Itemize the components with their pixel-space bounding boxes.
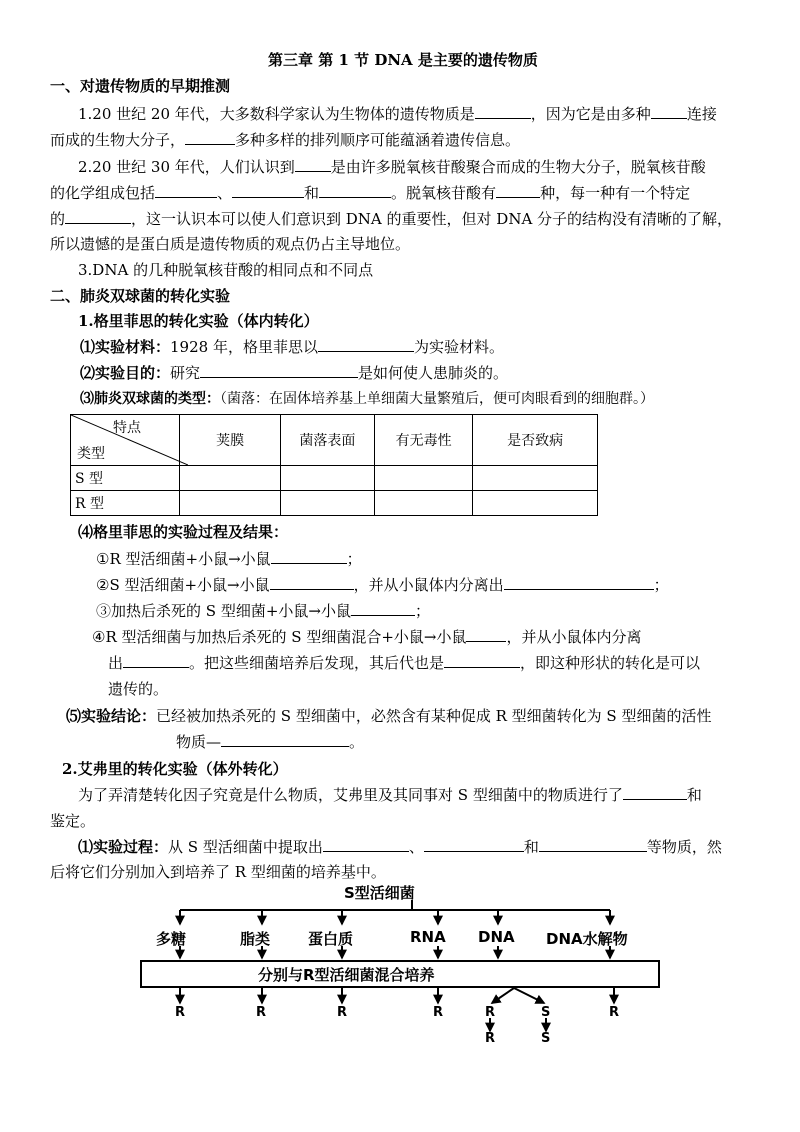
diagram-top-label: S型活细菌 [344,884,415,902]
text: 1.20 世纪 20 年代，大多数科学家认为生物体的遗传物质是 [78,105,475,123]
label: ⑴实验材料： [80,338,171,356]
table-header-cell: 是否致病 [473,415,598,466]
text: 物质— [176,733,222,751]
text: 从 S 型活细菌中提取出 [168,838,323,856]
text: ； [346,550,362,568]
text: 出 [108,654,124,672]
text: 多种多样的排列顺序可能蕴涵着遗传信息。 [235,131,521,149]
page-title: 第三章 第 1 节 DNA 是主要的遗传物质 [268,51,538,69]
text: 和 [304,184,320,202]
diagram-item: RNA [410,928,446,946]
text: ②S 型活细菌+小鼠→小鼠 [96,576,270,594]
result-label: R [433,1005,444,1020]
text: 和 [523,838,539,856]
label: ⑸实验结论： [66,707,157,725]
subsection-2-heading: 2.艾弗里的转化实验（体外转化） [62,760,288,778]
section-1-heading: 一、对遗传物质的早期推测 [50,77,231,95]
section-2-heading: 二、肺炎双球菌的转化实验 [50,287,231,305]
text: 为实验材料。 [413,338,504,356]
text: 1928 年，格里菲思以 [170,338,318,356]
paragraph-3: 3.DNA 的几种脱氧核苷酸的相同点和不同点 [78,261,374,279]
text: （菌落：在固体培养基上单细菌大量繁殖后，便可肉眼看到的细胞群。） [220,391,654,407]
diagram-item: 脂类 [240,930,271,948]
corner-bottom-label: 类型 [77,446,105,462]
text: ，因为它是由多种 [530,105,651,123]
dna-result-r2: R [485,1031,496,1046]
text: 的 [50,210,66,228]
text: ； [414,602,430,620]
text: 连接 [686,105,717,123]
text: 种，每一种有一个特定 [540,184,691,202]
text: 、 [408,838,424,856]
table-header-cell: 有无毒性 [375,415,473,466]
text: 2.20 世纪 30 年代，人们认识到 [78,158,295,176]
row-label: R 型 [71,491,180,516]
text: ④R 型活细菌与加热后杀死的 S 型细菌混合+小鼠→小鼠 [92,628,467,646]
dna-result-s2: S [541,1031,551,1046]
text: ①R 型活细菌+小鼠→小鼠 [96,550,271,568]
text: 为了弄清楚转化因子究竟是什么物质，艾弗里及其同事对 S 型细菌中的物质进行了 [78,786,623,804]
row-label: S 型 [71,466,180,491]
diagram-item: 蛋白质 [308,930,354,948]
text: ，并从小鼠体内分离出 [353,576,504,594]
corner-top-label: 特点 [113,420,141,436]
text: 是由许多脱氧核苷酸聚合而成的生物大分子，脱氧核苷酸 [330,158,706,176]
avery-process-line-2: 后将它们分别加入到培养了 R 型细菌的培养基中。 [50,863,386,881]
table-header-cell: 菌落表面 [280,415,374,466]
result-label: R [337,1005,348,1020]
subsection-1-heading: 1.格里菲思的转化实验（体内转化） [78,312,319,330]
text: 。把这些细菌培养后发现，其后代也是 [189,654,445,672]
table-header-cell: 荚膜 [180,415,280,466]
text: ； [653,576,669,594]
diagram-item: DNA水解物 [546,930,628,948]
text: 是如何使人患肺炎的。 [358,364,509,382]
text: 和 [686,786,702,804]
paragraph-2-line-4: 所以遗憾的是蛋白质是遗传物质的观点仍占主导地位。 [50,235,411,253]
text: 、 [217,184,233,202]
text: 的化学组成包括 [50,184,156,202]
text: ，这一认识本可以使人们意识到 DNA 的重要性，但对 DNA 分子的结构没有清晰的了解， [131,210,733,228]
label: ⑶肺炎双球菌的类型： [80,391,220,407]
diagram-item: DNA [478,928,515,946]
label: ⑵实验目的： [80,364,171,382]
text: 。脱氧核苷酸有 [391,184,497,202]
result-label: R [175,1005,186,1020]
diagram-box-label: 分别与R型活细菌混合培养 [258,966,435,984]
item-4-process: ⑷格里菲思的实验过程及结果： [78,523,289,541]
text: ，并从小鼠体内分离 [506,628,642,646]
text: ，即这种形状的转化是可以 [520,654,701,672]
label: ⑴实验过程： [78,838,169,856]
text: 。 [349,733,365,751]
diagram-item: 多糖 [156,930,187,948]
result-label: R [609,1005,620,1020]
text: 研究 [170,364,201,382]
dna-result-s1: S [541,1005,551,1020]
dna-result-r1: R [485,1005,496,1020]
text: 已经被加热杀死的 S 型细菌中，必然含有某种促成 R 型细菌转化为 S 型细菌的活性 [156,707,712,725]
text: ③加热后杀死的 S 型细菌+小鼠→小鼠 [96,602,351,620]
result-label: R [256,1005,267,1020]
avery-intro-line-2: 鉴定。 [50,812,96,830]
text: 等物质，然 [646,838,722,856]
text: 而成的生物大分子， [50,131,186,149]
experiment-4-line-3: 遗传的。 [108,680,169,698]
